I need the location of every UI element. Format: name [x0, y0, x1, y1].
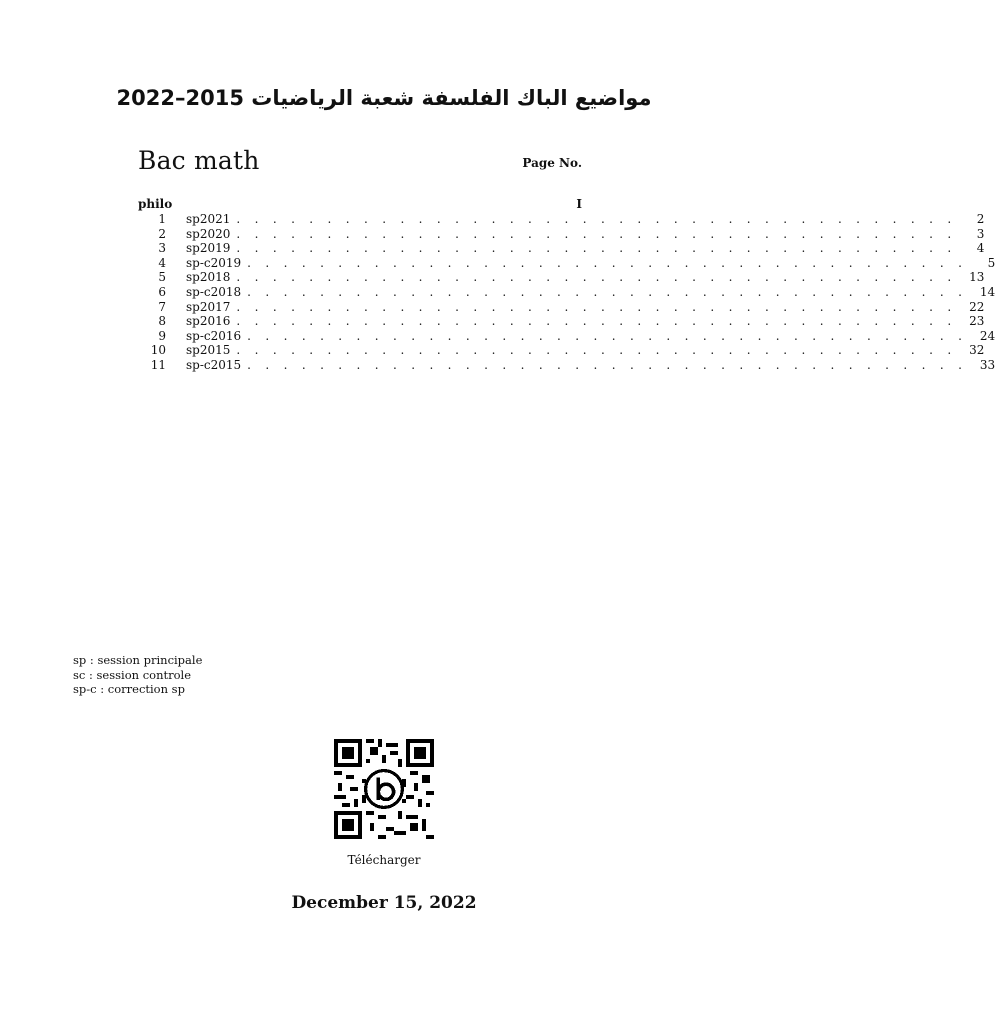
toc-entry-number: 7 [158, 299, 166, 314]
toc-entry-number: 5 [158, 270, 166, 285]
toc-entry-page: 2 [976, 212, 985, 226]
toc-entry[interactable] [138, 270, 985, 285]
toc-entry-page: 4 [976, 241, 985, 256]
toc-entry-number: 2 [158, 226, 166, 241]
document-date: December 15, 2022 [291, 893, 477, 913]
toc-part-title: philo [138, 197, 173, 211]
toc-leader-dots: . . . . . . . . . . . . . . . . . . . . . . . . . . . . . . . . . . . . . . . . [247, 284, 968, 299]
toc-entry-page: 24 [979, 328, 995, 343]
toc-entry-title: sp-c2018 [186, 284, 242, 299]
toc-entry-title: sp-c2015 [186, 357, 242, 372]
toc-entry-number: 1 [158, 212, 166, 226]
toc-part-row[interactable] [138, 197, 582, 212]
toc-entry-number: 9 [158, 328, 166, 343]
toc-entry-title: sp-c2016 [186, 328, 242, 343]
toc-entry-title: sp2016 [186, 314, 231, 329]
toc-entry-page: 14 [979, 284, 995, 299]
abbreviation-legend [73, 653, 202, 697]
toc-entry-title: sp2015 [186, 343, 231, 358]
toc-entry[interactable] [138, 255, 995, 271]
toc-entry-title: sp2017 [186, 299, 231, 314]
page-no-label: Page No. [522, 156, 582, 170]
toc-entry-title: sp2018 [186, 270, 231, 285]
toc-heading: Bac math [138, 146, 260, 175]
toc-leader-dots: . . . . . . . . . . . . . . . . . . . . . . . . . . . . . . . . . . . . . . . . [247, 255, 968, 270]
toc-entry[interactable] [138, 357, 995, 373]
toc-leader-dots: . . . . . . . . . . . . . . . . . . . . . . . . . . . . . . . . . . . . . . . . [236, 314, 957, 329]
toc-entry-title: sp2019 [186, 241, 231, 256]
download-link[interactable]: Télécharger [347, 853, 421, 867]
toc-entry-number: 11 [150, 357, 166, 372]
toc-entry-page: 13 [969, 270, 985, 285]
toc-entry-page: 5 [987, 255, 995, 270]
toc-entry[interactable] [138, 314, 985, 329]
toc-entry[interactable] [138, 284, 995, 300]
toc-entry[interactable] [138, 212, 985, 227]
toc-leader-dots: . . . . . . . . . . . . . . . . . . . . . . . . . . . . . . . . . . . . . . . . [236, 270, 957, 285]
toc-leader-dots: . . . . . . . . . . . . . . . . . . . . . . . . . . . . . . . . . . . . . . . . [247, 357, 968, 372]
toc-entry-page: 33 [979, 357, 995, 372]
toc-entry-number: 10 [150, 343, 166, 358]
toc-entry-number: 6 [158, 284, 166, 299]
legend-item-spc: sp-c : correction sp [73, 682, 185, 696]
toc-entry-page: 3 [976, 226, 985, 241]
toc-leader-dots: . . . . . . . . . . . . . . . . . . . . . . . . . . . . . . . . . . . . . . . . [236, 343, 957, 358]
toc-entry[interactable] [138, 343, 985, 358]
toc-entry-page: 22 [969, 299, 985, 314]
toc-entry-title: sp2021 [186, 212, 231, 226]
toc-entry-title: sp-c2019 [186, 255, 242, 270]
toc-entry[interactable] [138, 299, 985, 315]
toc-entry-title: sp2020 [186, 226, 231, 241]
toc-entry-page: 32 [969, 343, 985, 358]
qr-code-graphic [334, 739, 434, 839]
toc-entry-number: 4 [158, 255, 166, 270]
table-of-contents [138, 197, 995, 373]
legend-item-sc: sc : session controle [73, 667, 191, 682]
toc-entry-number: 8 [158, 314, 166, 329]
toc-entry[interactable] [138, 226, 985, 242]
toc-leader-dots: . . . . . . . . . . . . . . . . . . . . . . . . . . . . . . . . . . . . . . . . [236, 299, 957, 314]
toc-entry-page: 23 [969, 314, 985, 329]
qr-code-icon[interactable] [334, 739, 434, 839]
toc-part-page: I [576, 197, 582, 211]
page-title: مواضيع الباك الفلسفة شعبة الرياضيات 2015–2022 [116, 86, 652, 110]
toc-entry[interactable] [138, 328, 995, 344]
legend-item-sp: sp : session principale [73, 653, 203, 667]
toc-leader-dots: . . . . . . . . . . . . . . . . . . . . . . . . . . . . . . . . . . . . . . . . [236, 226, 957, 241]
toc-leader-dots: . . . . . . . . . . . . . . . . . . . . . . . . . . . . . . . . . . . . . . . . [236, 241, 957, 256]
toc-entry[interactable] [138, 241, 985, 256]
toc-entry-number: 3 [158, 241, 166, 256]
toc-leader-dots: . . . . . . . . . . . . . . . . . . . . . . . . . . . . . . . . . . . . . . . . [236, 212, 957, 226]
toc-leader-dots: . . . . . . . . . . . . . . . . . . . . . . . . . . . . . . . . . . . . . . . . [247, 328, 968, 343]
